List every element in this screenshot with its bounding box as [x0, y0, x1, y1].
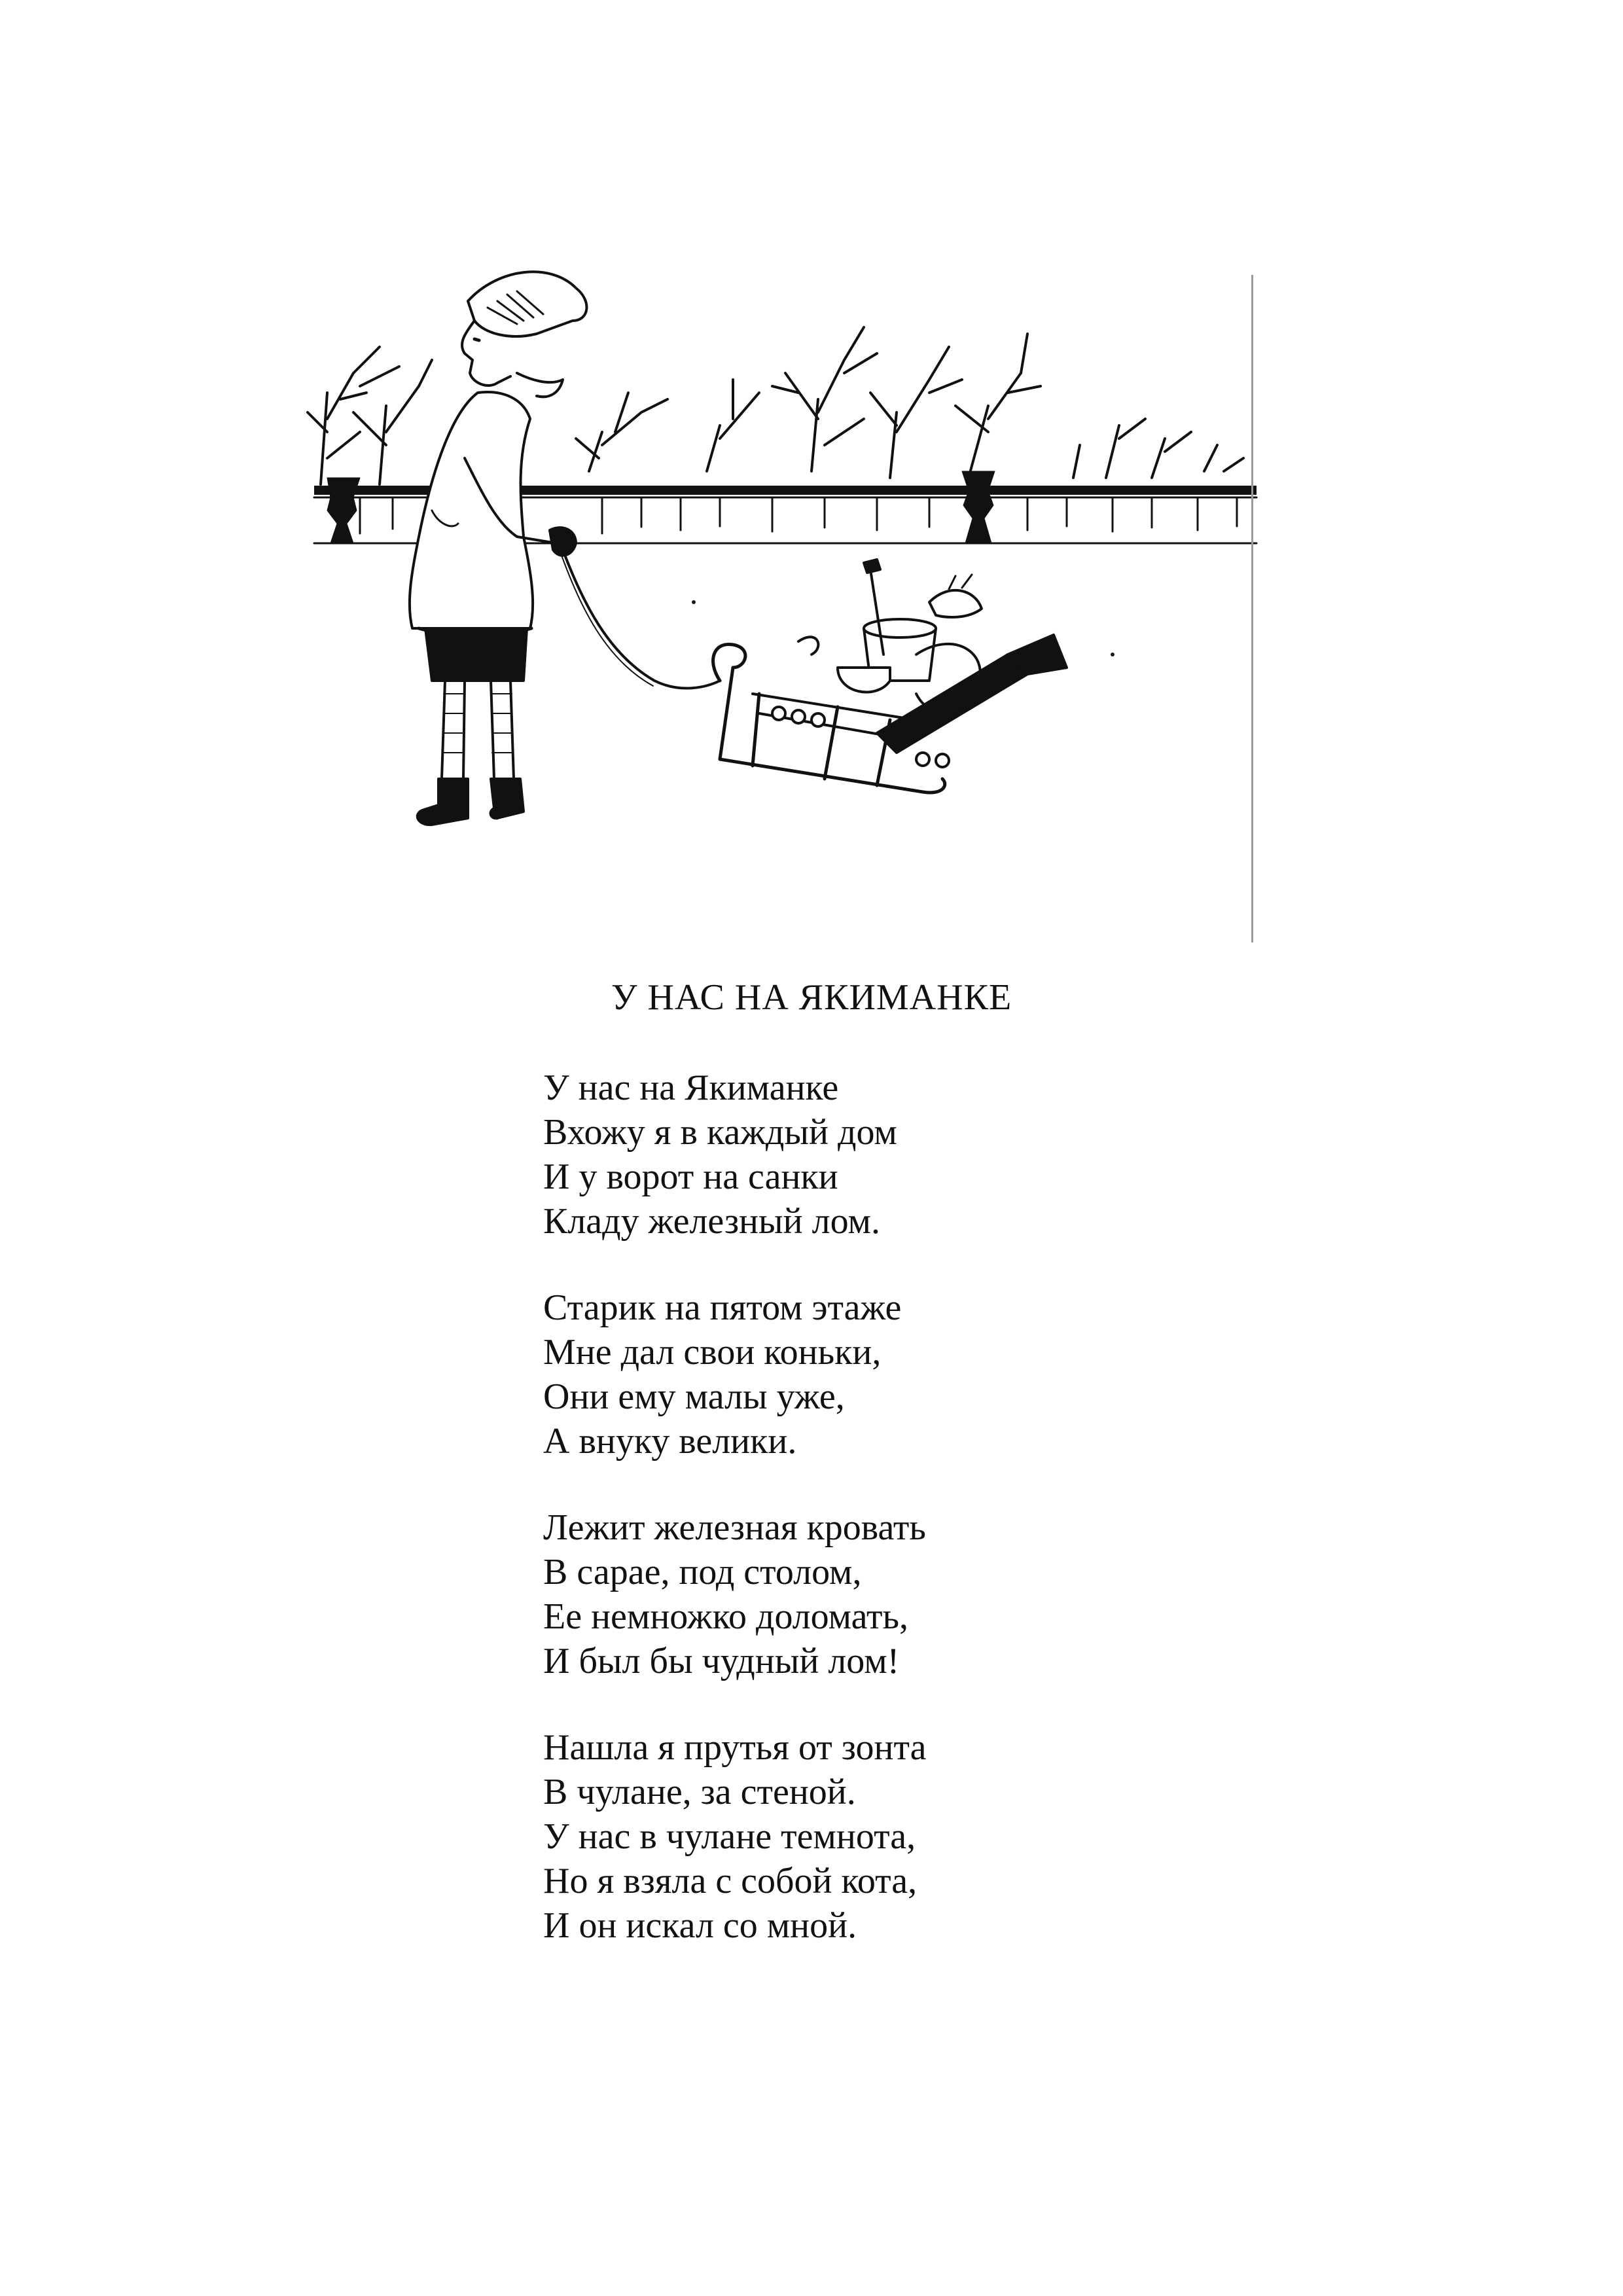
poem-body	[543, 1066, 926, 1990]
poem-line: И он искал со мной.	[543, 1905, 857, 1946]
poem-line: Лежит железная кровать	[543, 1507, 926, 1548]
poem-line: Нашла я прутья от зонта	[543, 1727, 927, 1768]
poem-line: В чулане, за стеной.	[543, 1772, 856, 1812]
poem-line: И у ворот на санки	[543, 1157, 838, 1197]
poem-line: И был бы чудный лом!	[543, 1641, 900, 1681]
poem-line: Старик на пятом этаже	[543, 1287, 902, 1328]
poem-line: У нас на Якиманке	[543, 1067, 839, 1108]
poem-line: У нас в чулане темнота,	[543, 1816, 916, 1857]
poem-line: Они ему малы уже,	[543, 1376, 845, 1417]
poem-line: Мне дал свои коньки,	[543, 1332, 882, 1372]
stanza-3	[543, 1505, 926, 1683]
poem-line: Вхожу я в каждый дом	[543, 1112, 897, 1153]
poem-title: У НАС НА ЯКИМАНКЕ	[611, 977, 1012, 1018]
vertical-rule	[1251, 275, 1253, 942]
poem-line: Но я взяла с собой кота,	[543, 1861, 918, 1901]
stanza-2	[543, 1285, 926, 1463]
poem-line: Кладу железный лом.	[543, 1201, 880, 1242]
poem-line: А внуку велики.	[543, 1421, 797, 1462]
stanza-1	[543, 1066, 926, 1244]
sled-cargo	[772, 560, 1067, 767]
poem-line: Ее немножко доломать,	[543, 1596, 909, 1637]
girl	[410, 272, 587, 825]
illustration	[301, 262, 1270, 949]
stanza-4	[543, 1725, 926, 1948]
rope	[563, 550, 720, 689]
poem-line: В сарае, под столом,	[543, 1552, 862, 1592]
